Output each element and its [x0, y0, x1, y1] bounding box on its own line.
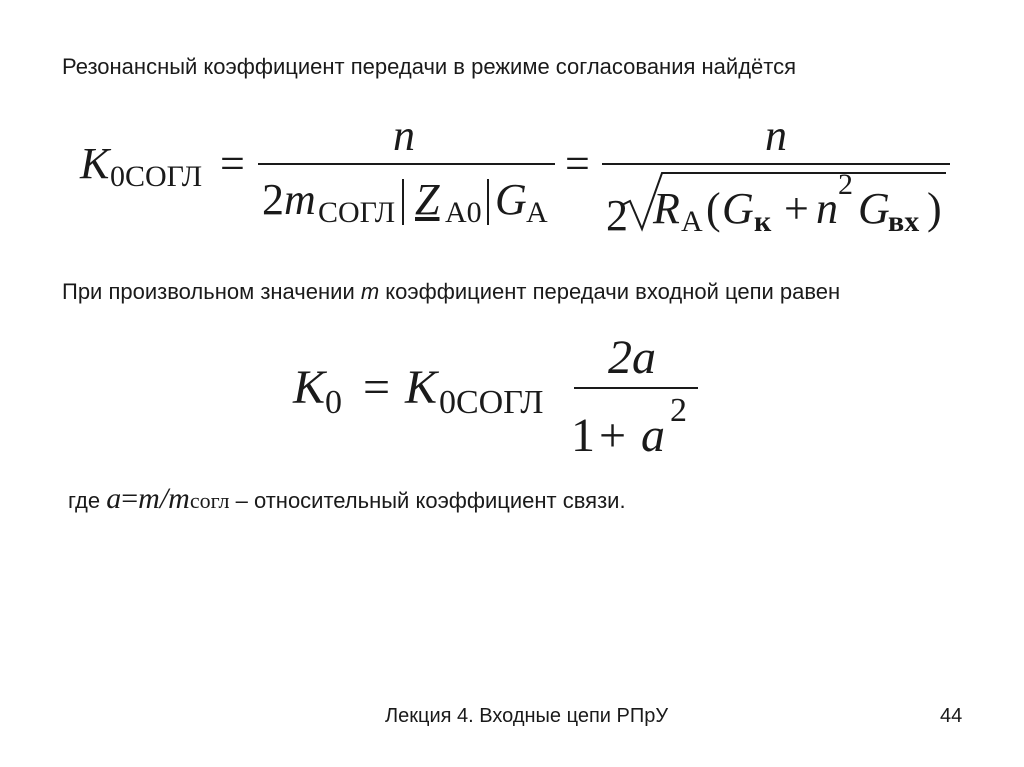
f1-den2-R-sub: A — [681, 205, 703, 238]
f2-den-a: a — [641, 409, 665, 462]
f1-den-2: 2 — [262, 175, 284, 224]
intro-text: Резонансный коэффициент передачи в режиме согласования найдётся — [62, 54, 797, 79]
f1-fraction-bar1 — [258, 163, 555, 165]
f1-num1: n — [393, 111, 415, 160]
f1-den2-2: 2 — [606, 191, 628, 240]
f2-K: K — [293, 361, 326, 414]
f1-eq2: = — [565, 139, 590, 188]
f1-den2-lparen: ( — [706, 184, 721, 233]
f1-K: K — [80, 139, 110, 188]
f1-abs-right — [487, 179, 489, 225]
where-m2: m — [168, 482, 190, 515]
where-post: – относительный коэффициент связи. — [229, 488, 626, 513]
f2-den-plus: + — [599, 409, 627, 462]
f2-K2-sub: 0СОГЛ — [439, 384, 544, 421]
where-pre: где — [68, 488, 107, 513]
where-sub: согл — [189, 488, 230, 513]
f2-fraction-bar — [574, 387, 698, 389]
f1-den2-G2-sub: вх — [888, 205, 920, 238]
definition-text — [68, 482, 626, 516]
f1-den-m: m — [284, 175, 316, 224]
f2-K-sub: 0 — [325, 384, 342, 421]
f1-den-m-sub: СОГЛ — [318, 196, 396, 229]
arbitrary-m-var: m — [360, 279, 380, 304]
f1-den-Z-sub: A0 — [445, 196, 482, 229]
f2-eq: = — [363, 361, 391, 414]
f2-den-1: 1 — [571, 409, 595, 462]
arbitrary-m-post: коэффициент передачи входной цепи равен — [379, 279, 841, 304]
f1-K-sub: 0СОГЛ — [110, 160, 203, 193]
f1-den-G-sub: A — [526, 196, 548, 229]
f1-den2-rparen: ) — [927, 184, 942, 233]
footer-title: Лекция 4. Входные цепи РПрУ — [385, 705, 669, 727]
f1-den2-n: n — [816, 184, 838, 233]
f1-eq: = — [220, 139, 245, 188]
f1-num2: n — [765, 111, 787, 160]
f2-num: 2a — [608, 331, 656, 384]
f1-den2-G: G — [722, 184, 754, 233]
f1-den-Z: Z — [415, 175, 440, 224]
f2-K2: K — [405, 361, 438, 414]
arbitrary-m-pre: При произвольном значении — [62, 279, 361, 304]
arbitrary-m-text — [62, 279, 840, 305]
where-a: a — [106, 482, 122, 515]
where-slash: / — [159, 482, 169, 515]
f1-den2-G2: G — [858, 184, 890, 233]
f1-abs-left — [402, 179, 404, 225]
f1-den-G: G — [495, 175, 527, 224]
where-eq: = — [121, 482, 139, 515]
f1-den2-G-sub: к — [754, 205, 772, 238]
where-m: m — [138, 482, 160, 515]
f1-den2-R: R — [653, 184, 680, 233]
f1-fraction-bar2 — [602, 163, 950, 165]
f1-den2-sq: 2 — [838, 168, 853, 201]
f2-den-sq: 2 — [670, 392, 687, 429]
f1-den2-plus: + — [784, 184, 809, 233]
page-number: 44 — [940, 705, 963, 727]
